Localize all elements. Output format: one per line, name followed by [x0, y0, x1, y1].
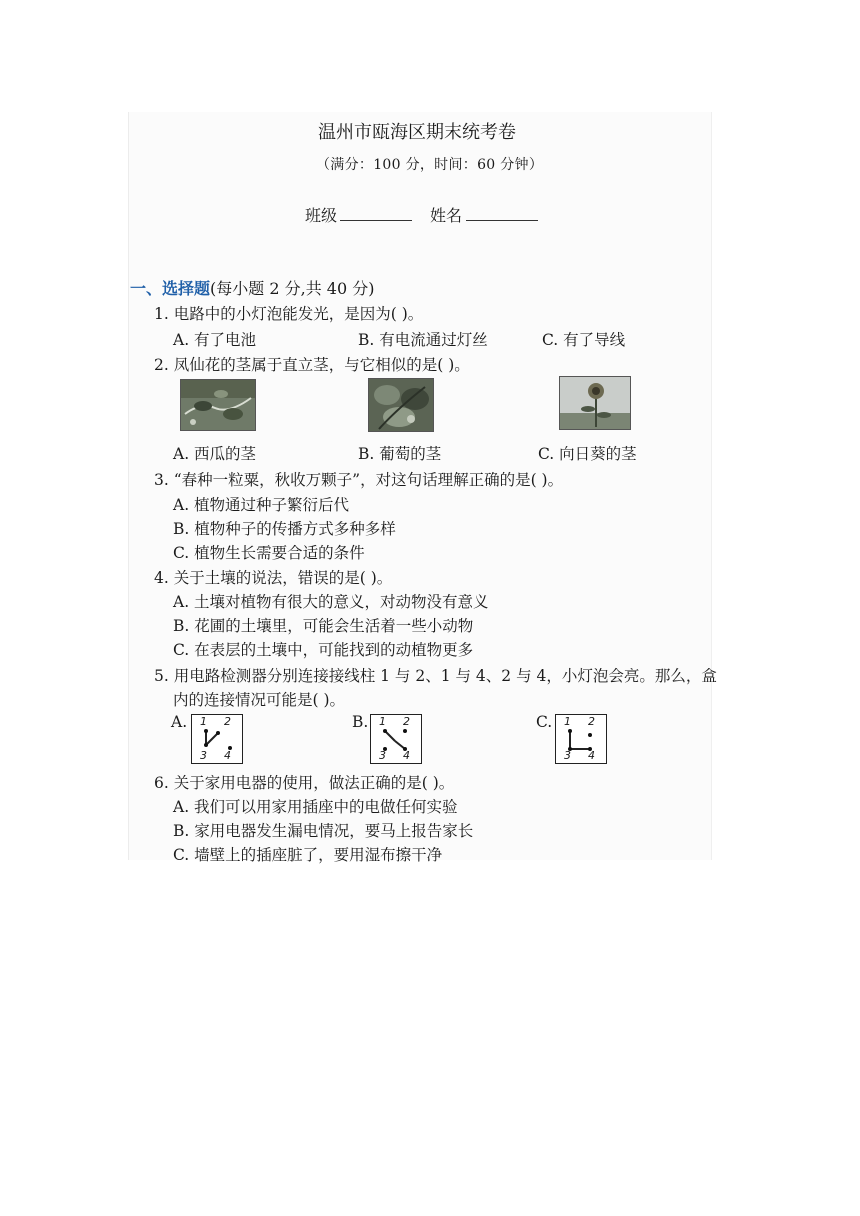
question-3-option-b[interactable]: B. 植物种子的传播方式多种多样 [173, 520, 396, 538]
question-1-stem: 1. 电路中的小灯泡能发光，是因为( )。 [154, 305, 424, 323]
question-5-stem-continued: 内的连接情况可能是( )。 [173, 691, 346, 709]
name-blank[interactable] [466, 220, 538, 221]
section-title: 一、选择题 [130, 279, 211, 298]
circuit-box-b[interactable] [370, 714, 422, 764]
question-2-option-c[interactable]: C. 向日葵的茎 [538, 445, 637, 463]
question-4-stem: 4. 关于土壤的说法，错误的是( )。 [154, 569, 393, 587]
terminal-3-label: 3 [564, 749, 571, 762]
circuit-box-a[interactable] [191, 714, 243, 764]
question-2-option-a[interactable]: A. 西瓜的茎 [173, 445, 257, 463]
class-label: 班级 [305, 206, 338, 225]
section-heading [130, 276, 374, 299]
terminal-3-label: 3 [379, 749, 386, 762]
question-5-stem: 5. 用电路检测器分别连接接线柱 1 与 2、1 与 4、2 与 4，小灯泡会亮。那么，盒 [154, 667, 717, 685]
question-1-option-a[interactable]: A. 有了电池 [173, 331, 257, 349]
question-1-option-c[interactable]: C. 有了导线 [542, 331, 626, 349]
question-3-option-a[interactable]: A. 植物通过种子繁衍后代 [173, 496, 350, 514]
question-2-stem: 2. 凤仙花的茎属于直立茎，与它相似的是( )。 [154, 356, 470, 374]
question-5-option-b[interactable]: B. [352, 713, 369, 731]
question-5-option-c[interactable]: C. [536, 713, 553, 731]
section-note: (每小题 2 分,共 40 分) [210, 279, 375, 298]
class-blank[interactable] [340, 220, 412, 221]
terminal-4-label: 4 [588, 749, 595, 762]
question-2-option-b[interactable]: B. 葡萄的茎 [358, 445, 442, 463]
question-3-option-c[interactable]: C. 植物生长需要合适的条件 [173, 544, 365, 562]
question-1-option-b[interactable]: B. 有电流通过灯丝 [358, 331, 488, 349]
terminal-1-label: 1 [379, 715, 386, 728]
exam-subtitle: （满分：100 分，时间：60 分钟） [316, 157, 544, 173]
watermelon-stem-photo [180, 379, 256, 431]
question-3-stem: 3. “春种一粒粟，秋收万颗子”，对这句话理解正确的是( )。 [154, 471, 564, 489]
terminal-1-label: 1 [200, 715, 207, 728]
question-4-option-b[interactable]: B. 花圃的土壤里，可能会生活着一些小动物 [173, 617, 474, 635]
exam-title: 温州市瓯海区期末统考卷 [318, 122, 516, 143]
grape-stem-photo [368, 378, 434, 432]
terminal-2-label: 2 [588, 715, 595, 728]
terminal-2-label: 2 [403, 715, 410, 728]
question-6-stem: 6. 关于家用电器的使用，做法正确的是( )。 [154, 774, 455, 792]
terminal-1-label: 1 [564, 715, 571, 728]
name-label: 姓名 [430, 206, 463, 225]
terminal-4-label: 4 [224, 749, 231, 762]
circuit-box-c[interactable] [555, 714, 607, 764]
terminal-3-label: 3 [200, 749, 207, 762]
terminal-4-label: 4 [403, 749, 410, 762]
question-6-option-b[interactable]: B. 家用电器发生漏电情况，要马上报告家长 [173, 822, 474, 840]
question-4-option-c[interactable]: C. 在表层的土壤中，可能找到的动植物更多 [173, 641, 474, 659]
question-4-option-a[interactable]: A. 土壤对植物有很大的意义，对动物没有意义 [173, 593, 489, 611]
question-6-option-c[interactable]: C. 墙壁上的插座脏了，要用湿布擦干净 [173, 846, 443, 864]
question-5-option-a[interactable]: A. [171, 713, 188, 731]
sunflower-stem-photo [559, 376, 631, 430]
question-6-option-a[interactable]: A. 我们可以用家用插座中的电做任何实验 [173, 798, 458, 816]
terminal-2-label: 2 [224, 715, 231, 728]
